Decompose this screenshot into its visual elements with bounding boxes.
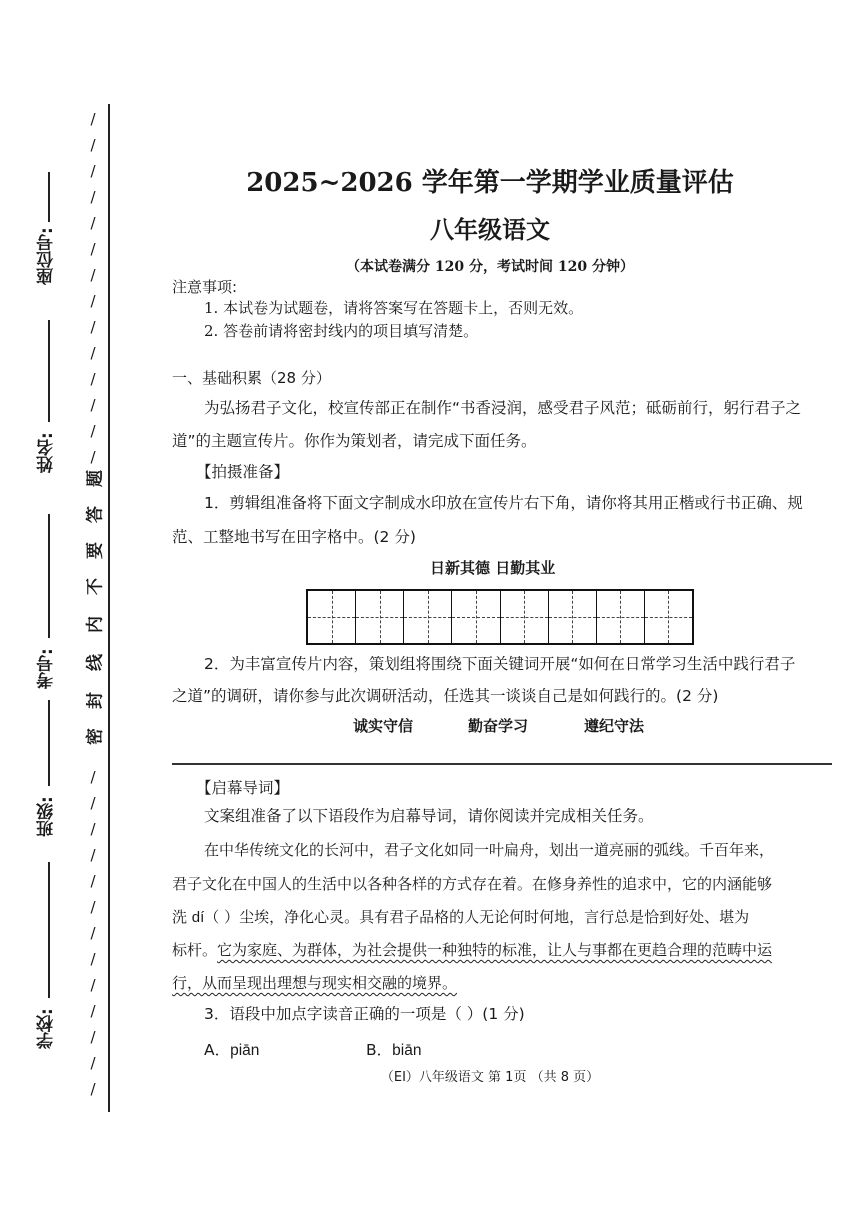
seal-char: 内	[85, 616, 106, 633]
passage-line	[172, 940, 772, 960]
seal-char: 密	[85, 728, 106, 745]
grid-cell	[645, 591, 692, 643]
cut-line-slash: /	[90, 794, 96, 812]
section-heading: 一、基础积累（28 分）	[172, 369, 331, 387]
option-label: B．	[366, 1041, 393, 1059]
cut-line-slash: /	[90, 898, 96, 916]
cut-line-slash: /	[90, 846, 96, 864]
cut-line-slash: /	[90, 396, 96, 414]
subsection-heading: 【启幕导词】	[196, 779, 290, 797]
cut-line-slash: /	[90, 136, 96, 154]
wavy-underlined-text: 行，从而呈现出理想与现实相交融的境界。	[172, 974, 458, 992]
exam-subject: 八年级语文	[430, 215, 550, 244]
notice-item: 1. 本试卷为试题卷，请将答案写在答题卡上，否则无效。	[204, 299, 584, 317]
page-footer: （EI）八年级语文 第 1页 （共 8 页）	[380, 1070, 600, 1085]
exam-number-label: 考号:	[37, 648, 57, 690]
seal-char: 封	[85, 692, 106, 709]
cut-line-slash: /	[90, 188, 96, 206]
cut-line-slash: /	[90, 110, 96, 128]
cut-line-slashes-top	[82, 106, 104, 472]
answer-blank: （ ）	[204, 908, 240, 926]
class-label: 班级:	[37, 796, 57, 838]
seal-char: 题	[85, 470, 106, 487]
exam-title: 2025~2026 学年第一学期学业质量评估	[246, 168, 734, 198]
notice-item: 2. 答卷前请将密封线内的项目填写清楚。	[204, 322, 479, 340]
cut-line-slash: /	[90, 1080, 96, 1098]
seal-char: 答	[85, 506, 106, 523]
seal-char: 要	[85, 542, 106, 559]
option-a	[204, 1040, 259, 1061]
grid-cell	[308, 591, 356, 643]
cut-line-slashes-bottom	[82, 764, 104, 1110]
cut-line-slash: /	[90, 1054, 96, 1072]
question-line: 3．语段中加点字读音正确的一项是（ ）(1 分)	[204, 1005, 525, 1023]
school-blank	[48, 862, 50, 998]
binding-line	[108, 104, 110, 1112]
exam-number-blank	[48, 514, 50, 638]
cut-line-slash: /	[90, 214, 96, 232]
grid-cell	[404, 591, 452, 643]
cut-line-slash: /	[90, 370, 96, 388]
keyword: 勤奋学习	[468, 717, 529, 735]
cut-line-slash: /	[90, 768, 96, 786]
question-line: 之道”的调研，请你参与此次调研活动，任选其一谈谈自己是如何践行的。(2 分)	[172, 687, 719, 705]
passage-text: 尘埃，净化心灵。具有君子品格的人无论何时何地，言行总是恰到好处、堪为	[239, 908, 750, 926]
calligraphy-text: 日新其德 日勤其业	[430, 559, 556, 577]
grid-cell	[356, 591, 404, 643]
seal-char: 线	[85, 654, 106, 671]
cut-line-slash: /	[90, 344, 96, 362]
cut-line-slash: /	[90, 872, 96, 890]
passage-text: 洗	[172, 908, 192, 926]
passage-line	[172, 907, 749, 928]
tianzige-grid	[306, 589, 694, 645]
cut-line-slash: /	[90, 924, 96, 942]
paragraph-line: 文案组准备了以下语段作为启幕导词，请你阅读并完成相关任务。	[204, 807, 654, 825]
cut-line-slash: /	[90, 1028, 96, 1046]
cut-line-slash: /	[90, 820, 96, 838]
pinyin: dí	[191, 909, 205, 926]
seat-number-blank	[48, 172, 50, 222]
seat-number-label: 座位号:	[37, 227, 57, 285]
paragraph-line: 为弘扬君子文化，校宣传部正在制作“书香浸润，感受君子风范；砥砺前行，躬行君子之	[204, 399, 802, 417]
passage-text: 标杆。	[172, 941, 218, 959]
passage-line: 君子文化在中国人的生活中以各种各样的方式存在着。在修身养性的追求中，它的内涵能够	[172, 875, 773, 893]
option-pinyin: biān	[392, 1042, 422, 1059]
grid-cell	[452, 591, 500, 643]
grid-cell	[501, 591, 549, 643]
cut-line-slash: /	[90, 318, 96, 336]
cut-line-slash: /	[90, 1002, 96, 1020]
class-blank	[48, 700, 50, 786]
grid-cell	[597, 591, 645, 643]
passage-line: 在中华传统文化的长河中，君子文化如同一叶扁舟，划出一道亮丽的弧线。千百年来，	[204, 841, 775, 859]
keyword: 遵纪守法	[584, 717, 645, 735]
paragraph-line: 道”的主题宣传片。你作为策划者，请完成下面任务。	[172, 432, 537, 450]
option-b	[366, 1040, 421, 1061]
cut-line-slash: /	[90, 266, 96, 284]
option-label: A．	[204, 1041, 231, 1059]
section-divider	[172, 763, 832, 765]
question-line: 2．为丰富宣传片内容，策划组将围绕下面关键词开展“如何在日常学习生活中践行君子	[204, 655, 796, 673]
passage-line	[172, 973, 457, 993]
question-line: 1．剪辑组准备将下面文字制成水印放在宣传片右下角，请你将其用正楷或行书正确、规	[204, 494, 803, 512]
school-label: 学校:	[37, 1008, 57, 1050]
cut-line-slash: /	[90, 240, 96, 258]
cut-line-slash: /	[90, 292, 96, 310]
wavy-underlined-text: 它为家庭、为群体，为社会提供一种独特的标准，让人与事都在更趋合理的范畴中运	[217, 941, 773, 959]
cut-line-slash: /	[90, 950, 96, 968]
keyword: 诚实守信	[353, 717, 414, 735]
grid-cell	[549, 591, 597, 643]
name-blank	[48, 320, 50, 422]
cut-line-slash: /	[90, 448, 96, 466]
cut-line-slash: /	[90, 422, 96, 440]
name-label: 姓名:	[37, 432, 57, 474]
seal-char: 不	[85, 578, 106, 595]
exam-note: （本试卷满分 120 分，考试时间 120 分钟）	[346, 259, 634, 275]
subsection-heading: 【拍摄准备】	[196, 463, 290, 481]
cut-line-slash: /	[90, 162, 96, 180]
notice-heading: 注意事项:	[172, 278, 238, 296]
option-pinyin: piān	[230, 1042, 260, 1059]
cut-line-slash: /	[90, 976, 96, 994]
question-line: 范、工整地书写在田字格中。(2 分)	[172, 528, 416, 546]
